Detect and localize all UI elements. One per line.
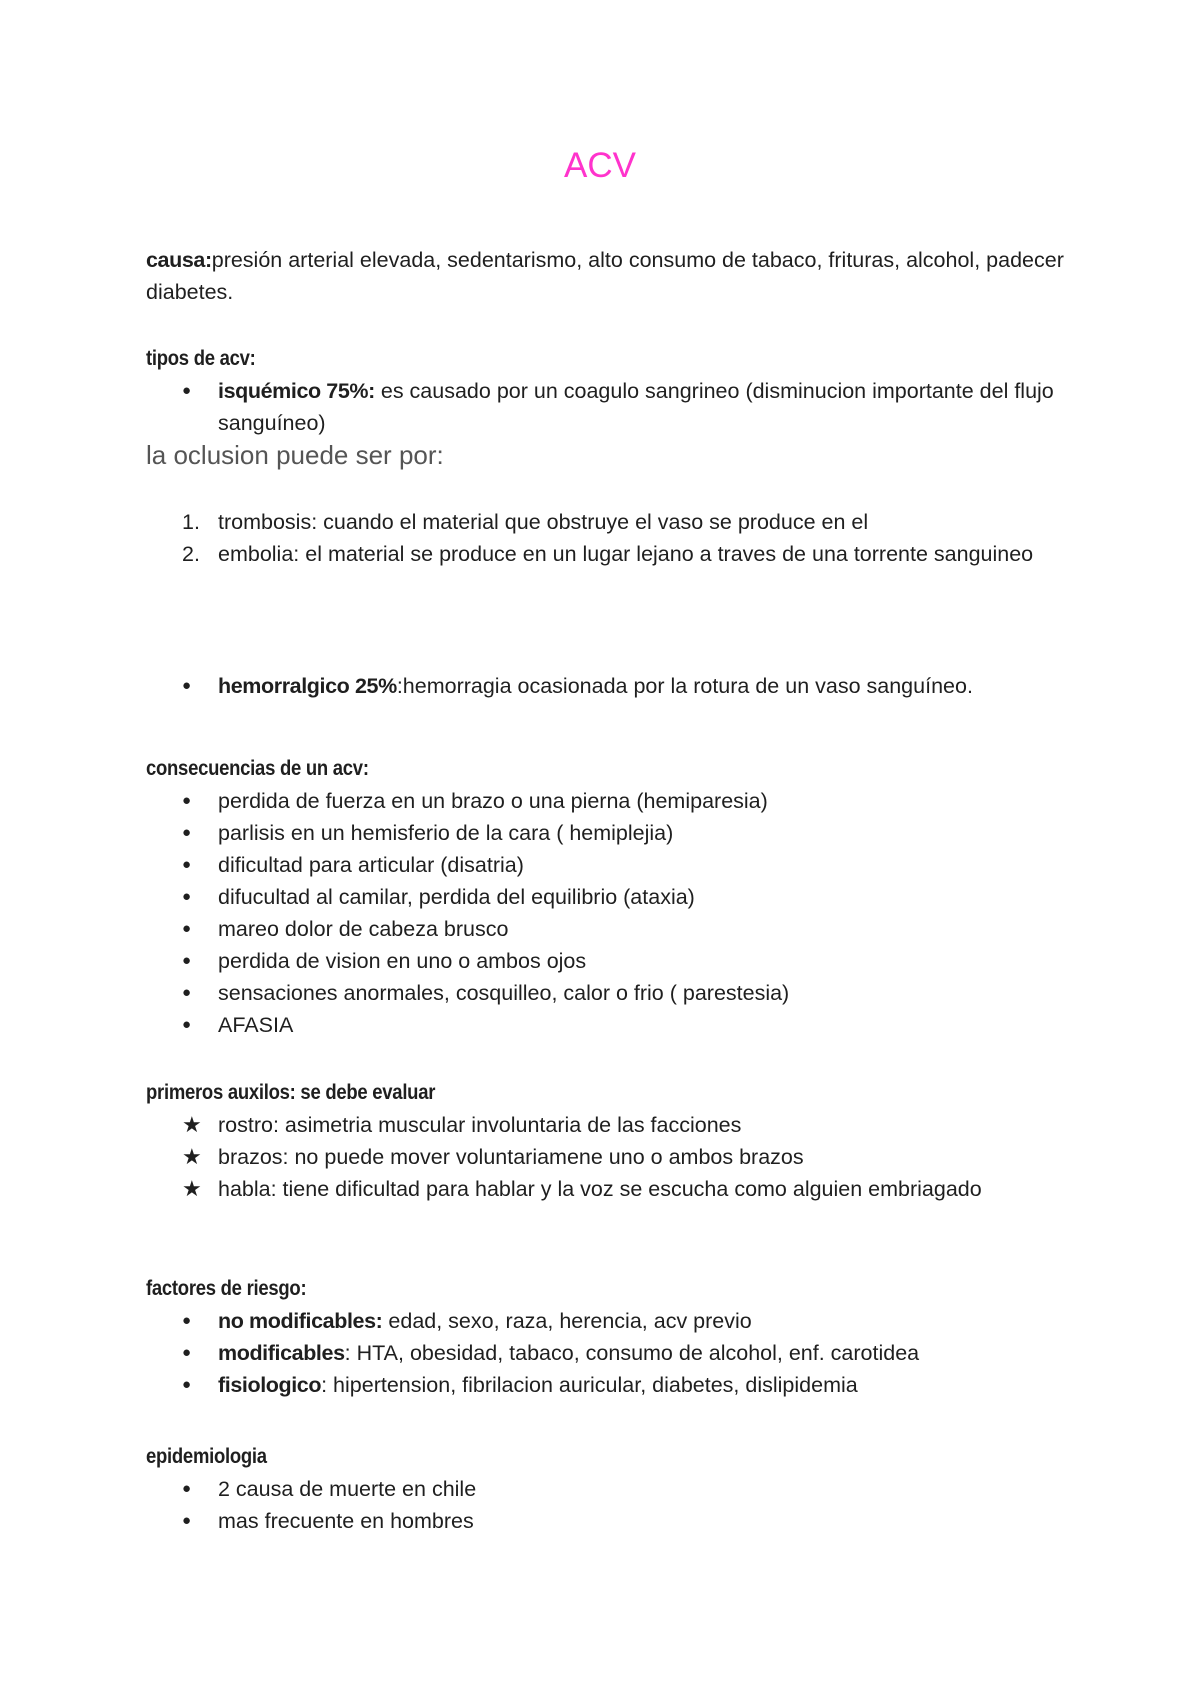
list-item — [146, 1173, 1066, 1205]
primeros-auxilios-section — [146, 1076, 1066, 1205]
hemorragico-text: :hemorragia ocasionada por la rotura de un vaso sanguíneo. — [396, 674, 973, 698]
list-item-text: habla: tiene dificultad para hablar y la voz se escucha como alguien embriagado — [218, 1177, 982, 1201]
oclusion-item-text: trombosis: cuando el material que obstruye el vaso se produce en el — [218, 510, 869, 534]
oclusion-item-text: embolia: el material se produce en un lugar lejano a traves de una torrente sanguineo — [218, 542, 1034, 566]
bullet-icon: ● — [182, 984, 192, 1001]
isquemico-text: es causado por un coagulo sangrineo (disminucion importante del flujo sanguíneo) — [218, 379, 1054, 435]
bullet-icon: ● — [182, 677, 192, 694]
list-item — [146, 1473, 1066, 1505]
tipos-list — [146, 375, 1066, 439]
list-item — [146, 849, 1066, 881]
bullet-icon: ● — [182, 1512, 192, 1529]
list-item — [146, 506, 1066, 538]
tipos-heading: tipos de acv: — [146, 347, 256, 370]
hemorragico-list — [146, 670, 1066, 702]
list-item-text: perdida de vision en uno o ambos ojos — [218, 949, 587, 973]
epidemiologia-section — [146, 1440, 1066, 1537]
list-item — [146, 785, 1066, 817]
bullet-icon: ● — [182, 824, 192, 841]
primeros-auxilios-heading: primeros auxilos: se debe evaluar — [146, 1081, 436, 1104]
epidemiologia-list — [146, 1473, 1066, 1537]
hemorragico-section — [146, 670, 1066, 702]
list-item — [146, 538, 1066, 570]
list-number: 1. — [182, 510, 200, 534]
list-item-text: rostro: asimetria muscular involuntaria de las facciones — [218, 1113, 742, 1137]
list-item — [146, 1141, 1066, 1173]
list-item-text: difucultad al camilar, perdida del equilibrio (ataxia) — [218, 885, 695, 909]
list-item-text: AFASIA — [218, 1013, 294, 1037]
causa-text: presión arterial elevada, sedentarismo, alto consumo de tabaco, frituras, alcohol, padecer diabetes. — [146, 248, 1064, 304]
factor-text: edad, sexo, raza, herencia, acv previo — [382, 1309, 752, 1333]
star-icon: ★ — [182, 1176, 202, 1201]
bullet-icon: ● — [182, 382, 192, 399]
list-item-text: dificultad para articular (disatria) — [218, 853, 524, 877]
list-item — [146, 945, 1066, 977]
list-item-text: mareo dolor de cabeza brusco — [218, 917, 509, 941]
list-number: 2. — [182, 542, 200, 566]
list-item-text: 2 causa de muerte en chile — [218, 1477, 477, 1501]
star-icon: ★ — [182, 1144, 202, 1169]
factor-label: no modificables: — [218, 1309, 383, 1333]
factor-label: fisiologico — [218, 1373, 322, 1397]
factores-list — [146, 1305, 1066, 1401]
list-item-text: sensaciones anormales, cosquilleo, calor o frio ( parestesia) — [218, 981, 790, 1005]
isquemico-label: isquémico 75%: — [218, 379, 375, 403]
consecuencias-heading: consecuencias de un acv: — [146, 757, 369, 780]
list-item — [146, 375, 1066, 439]
bullet-icon: ● — [182, 888, 192, 905]
bullet-icon: ● — [182, 1344, 192, 1361]
bullet-icon: ● — [182, 952, 192, 969]
list-item — [146, 1009, 1066, 1041]
bullet-icon: ● — [182, 1376, 192, 1393]
factor-text: : HTA, obesidad, tabaco, consumo de alcohol, enf. carotidea — [344, 1341, 920, 1365]
list-item-text: parlisis en un hemisferio de la cara ( hemiplejia) — [218, 821, 674, 845]
list-item — [146, 1337, 1066, 1369]
factores-section — [146, 1272, 1066, 1401]
document-title: ACV — [564, 146, 636, 185]
hemorragico-label: hemorralgico 25% — [218, 674, 397, 698]
list-item-text: mas frecuente en hombres — [218, 1509, 474, 1533]
list-item-text: perdida de fuerza en un brazo o una pierna (hemiparesia) — [218, 789, 768, 813]
star-icon: ★ — [182, 1112, 202, 1137]
oclusion-heading: la oclusion puede ser por: — [146, 440, 444, 470]
causa-paragraph — [146, 244, 1066, 308]
bullet-icon: ● — [182, 1312, 192, 1329]
consecuencias-section — [146, 752, 1066, 1041]
list-item — [146, 881, 1066, 913]
list-item — [146, 977, 1066, 1009]
bullet-icon: ● — [182, 1480, 192, 1497]
factor-label: modificables — [218, 1341, 345, 1365]
list-item — [146, 670, 1066, 702]
list-item — [146, 1305, 1066, 1337]
factor-text: : hipertension, fibrilacion auricular, diabetes, dislipidemia — [321, 1373, 858, 1397]
list-item — [146, 817, 1066, 849]
primeros-auxilios-list — [146, 1109, 1066, 1205]
consecuencias-list — [146, 785, 1066, 1041]
list-item-text: brazos: no puede mover voluntariamene uno o ambos brazos — [218, 1145, 804, 1169]
oclusion-list — [146, 506, 1066, 570]
bullet-icon: ● — [182, 1016, 192, 1033]
bullet-icon: ● — [182, 920, 192, 937]
list-item — [146, 1505, 1066, 1537]
bullet-icon: ● — [182, 792, 192, 809]
list-item — [146, 913, 1066, 945]
causa-label: causa: — [146, 248, 212, 272]
bullet-icon: ● — [182, 856, 192, 873]
tipos-section — [146, 342, 1066, 439]
list-item — [146, 1369, 1066, 1401]
oclusion-section — [146, 506, 1066, 570]
list-item — [146, 1109, 1066, 1141]
epidemiologia-heading: epidemiologia — [146, 1445, 267, 1468]
factores-heading: factores de riesgo: — [146, 1277, 307, 1300]
